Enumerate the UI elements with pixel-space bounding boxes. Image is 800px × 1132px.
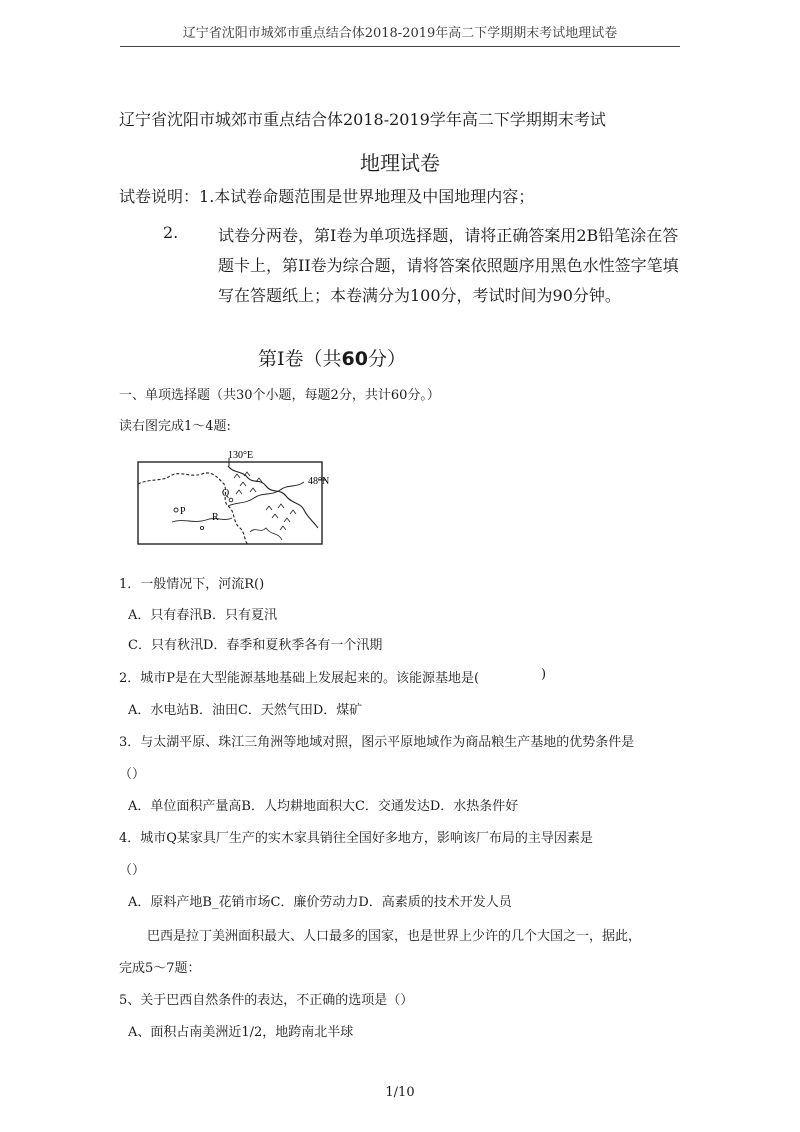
question-4-options: A．原料产地B_花销市场C．廉价劳动力D．高素质的技术开发人员 [128, 895, 512, 910]
section-title [258, 344, 406, 371]
question-1-options-cd: C．只有秋汛D．春季和夏秋季各有一个汛期 [128, 638, 383, 653]
question-2-options: A．水电站B．油田C．天然气田D．煤矿 [128, 703, 363, 718]
instruction-2-number: 2. [163, 223, 179, 242]
section-title-suffix: 分） [367, 348, 406, 370]
latitude-label: 48°N [308, 476, 330, 487]
page-number: 1/10 [385, 1085, 415, 1100]
instruction-2-line-3: 写在答题纸上；本卷满分为100分，考试时间为90分钟。 [218, 286, 621, 305]
question-1-options-ab: A．只有春汛B．只有夏汛 [128, 608, 277, 623]
brazil-intro-line-1: 巴西是拉丁美洲面积最大、人口最多的国家，也是世界上少许的几个大国之一，据此， [147, 929, 642, 944]
question-2-paren-close: ) [541, 667, 547, 682]
question-1-stem: 1．一般情况下，河流R() [119, 577, 265, 592]
read-map-intro: 读右图完成1～4题: [119, 419, 231, 434]
header-divider [120, 46, 680, 47]
instruction-1: 1.本试卷命题范围是世界地理及中国地理内容； [199, 187, 535, 206]
part-heading: 一、单项选择题（共30个小题，每题2分，共计60分。） [119, 388, 440, 403]
question-4-paren: （） [119, 863, 146, 878]
instruction-2-line-1: 试卷分两卷，第Ⅰ卷为单项选择题，请将正确答案用2B铅笔涂在答 [218, 226, 679, 245]
question-3-paren: （） [119, 767, 146, 782]
section-title-prefix: 第Ⅰ卷（共 [258, 348, 342, 370]
brazil-intro-line-2: 完成5～7题： [119, 961, 201, 976]
section-title-score: 60 [341, 348, 368, 370]
document-subtitle: 地理试卷 [360, 151, 440, 175]
document-title: 辽宁省沈阳市城郊市重点结合体2018-2019学年高二下学期期末考试 [119, 110, 606, 129]
running-header: 辽宁省沈阳市城郊市重点结合体2018-2019年高二下学期期末考试地理试卷 [182, 26, 618, 41]
city-q-label: Q [222, 488, 230, 499]
city-p-label: P [180, 506, 186, 517]
river-r-label: R [212, 512, 219, 523]
instructions-label: 试卷说明： [119, 187, 200, 206]
question-5-stem: 5、关于巴西自然条件的表达，不正确的选项是（） [119, 993, 414, 1008]
instruction-2-line-2: 题卡上，第II卷为综合题，请将答案依照题序用黑色水性签字笔填 [218, 256, 679, 275]
question-3-stem: 3．与太湖平原、珠江三角洲等地域对照，图示平原地域作为商品粮生产基地的优势条件是 [119, 735, 635, 750]
question-2-stem: 2．城市P是在大型能源基地基础上发展起来的。该能源基地是( [119, 671, 480, 686]
longitude-label: 130°E [228, 450, 254, 461]
question-5-option-a: A、面积占南美洲近1/2，地跨南北半球 [128, 1025, 354, 1040]
question-3-options: A．单位面积产量高B．人均耕地面积大C．交通发达D．水热条件好 [128, 799, 519, 814]
map-frame [138, 462, 322, 544]
instructions [119, 184, 534, 207]
question-4-stem: 4．城市Q某家具厂生产的实木家具销往全国好多地方，影响该厂布局的主导因素是 [119, 831, 593, 846]
map-figure [132, 448, 332, 550]
